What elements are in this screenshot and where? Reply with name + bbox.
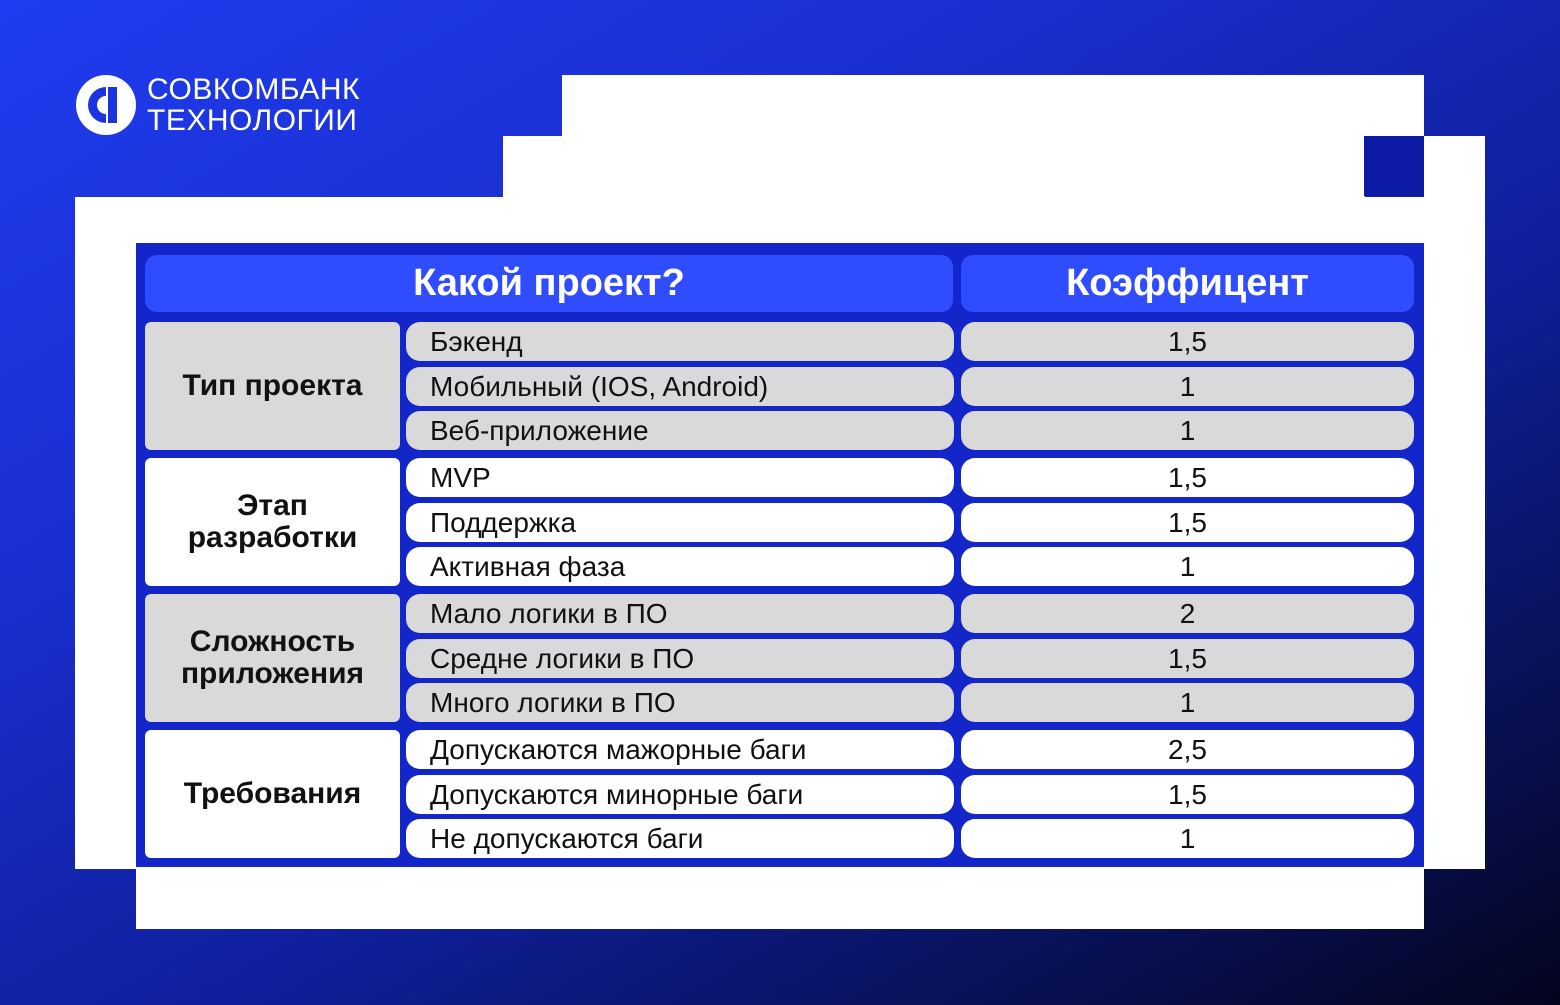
sovcombank-logo-icon bbox=[75, 74, 137, 136]
row-value: 1,5 bbox=[961, 503, 1414, 542]
row-value: 2 bbox=[961, 594, 1414, 633]
row-label: Допускаются мажорные баги bbox=[406, 730, 954, 769]
group-label-dev-stage: Этап разработки bbox=[145, 458, 400, 586]
row-label: Средне логики в ПО bbox=[406, 639, 954, 678]
row-label: Допускаются минорные баги bbox=[406, 775, 954, 814]
row-label: Много логики в ПО bbox=[406, 683, 954, 722]
brand-name bbox=[147, 74, 360, 136]
brand-logo bbox=[75, 74, 360, 136]
row-value: 1 bbox=[961, 819, 1414, 858]
frame-block-top bbox=[562, 75, 1424, 137]
row-value: 1 bbox=[961, 683, 1414, 722]
row-value: 1,5 bbox=[961, 639, 1414, 678]
group-label-requirements: Требования bbox=[145, 730, 400, 858]
row-value: 1,5 bbox=[961, 458, 1414, 497]
row-value: 1,5 bbox=[961, 322, 1414, 361]
row-value: 1,5 bbox=[961, 775, 1414, 814]
coefficient-table bbox=[136, 243, 1424, 867]
frame-block-step bbox=[503, 136, 1365, 198]
group-label-project-type: Тип проекта bbox=[145, 322, 400, 450]
brand-line-2: ТЕХНОЛОГИИ bbox=[147, 104, 358, 137]
row-value: 2,5 bbox=[961, 730, 1414, 769]
row-label: MVP bbox=[406, 458, 954, 497]
brand-line-1: СОВКОМБАНК bbox=[147, 73, 360, 106]
row-label: Мобильный (IOS, Android) bbox=[406, 367, 954, 406]
header-project: Какой проект? bbox=[145, 255, 953, 312]
frame-notch-square bbox=[1364, 136, 1424, 196]
row-label: Мало логики в ПО bbox=[406, 594, 954, 633]
row-label: Веб-приложение bbox=[406, 411, 954, 450]
row-value: 1 bbox=[961, 367, 1414, 406]
frame-block-bottom bbox=[136, 868, 1424, 929]
row-value: 1 bbox=[961, 547, 1414, 586]
frame-block-right bbox=[1424, 136, 1485, 869]
group-label-app-complexity: Сложность приложения bbox=[145, 594, 400, 722]
row-label: Поддержка bbox=[406, 503, 954, 542]
row-label: Не допускаются баги bbox=[406, 819, 954, 858]
header-coefficient: Коэффицент bbox=[961, 255, 1414, 312]
row-value: 1 bbox=[961, 411, 1414, 450]
row-label: Активная фаза bbox=[406, 547, 954, 586]
row-label: Бэкенд bbox=[406, 322, 954, 361]
